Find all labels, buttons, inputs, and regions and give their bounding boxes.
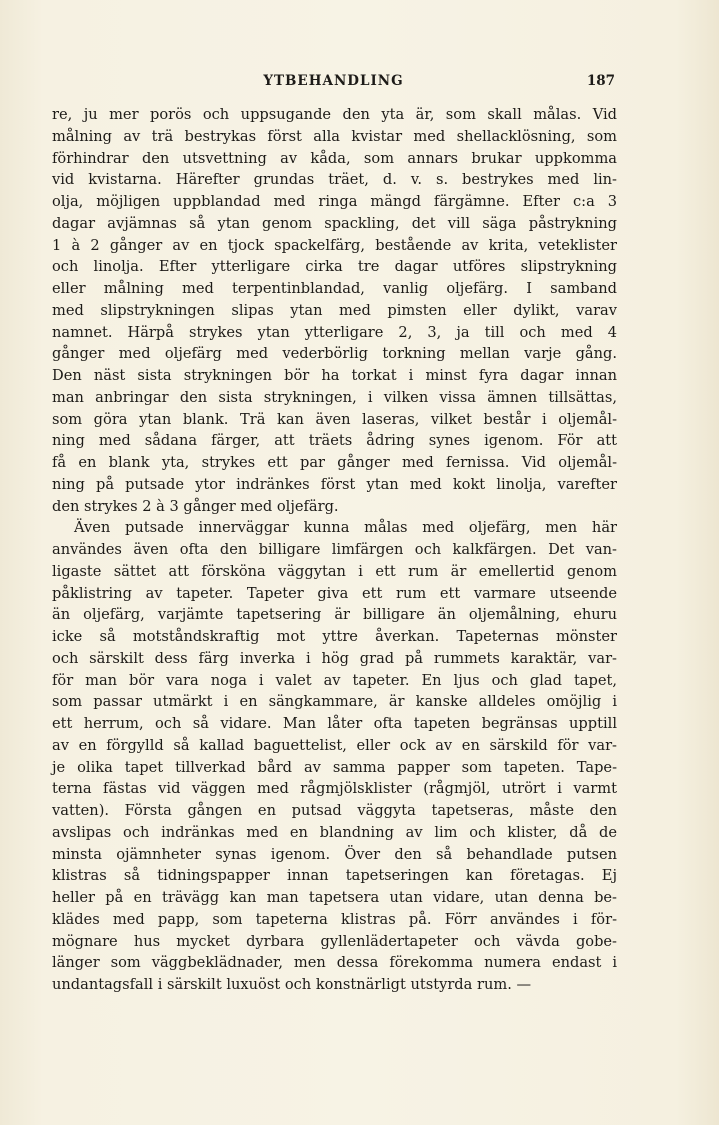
running-title: YTBEHANDLING [263,73,404,89]
text-line: Den näst sista strykningen bör ha torkat i minst fyra dagar innan [52,367,617,384]
text-line: av en förgylld så kallad baguettelist, eller ock av en särskild för var- [52,736,617,754]
page-header [52,73,615,95]
text-line: påklistring av tapeter. Tapeter giva ett rum ett varmare utseende [52,584,617,602]
text-line: gånger med oljefärg med vederbörlig torkning mellan varje gång. [52,345,617,363]
text-line: minsta ojämnheter synas igenom. Över den så behandlade putsen [52,845,617,863]
text-line: dagar avjämnas så ytan genom spackling, det vill säga påstrykning [52,214,617,232]
text-line: terna fästas vid väggen med rågmjölsklister (rågmjöl, utrört i varmt [52,780,617,798]
text-line: je olika tapet tillverkad bård av samma papper som tapeten. Tape- [52,758,617,776]
text-line: den strykes 2 à 3 gånger med oljefärg. [52,497,339,515]
text-line: eller målning med terpentinblandad, vanlig oljefärg. I samband [52,280,617,297]
text-line: med slipstrykningen slipas ytan med pimsten eller dylikt, varav [52,301,617,319]
text-line: än oljefärg, varjämte tapetsering är billigare än oljemålning, ehuru [52,606,617,624]
text-line: olja, möjligen uppblandad med ringa mängd färgämne. Efter c:a 3 [52,193,617,210]
text-line: och särskilt dess färg inverka i hög grad på rummets karaktär, var- [52,649,617,667]
text-line: re, ju mer porös och uppsugande den yta är, som skall målas. Vid [52,106,617,123]
paragraph-start-line: Även putsade innerväggar kunna målas med oljefärg, men här [74,519,617,537]
text-line: ligaste sättet att försköna väggytan i ett rum är emellertid genom [52,562,617,580]
body-text [52,104,617,996]
text-line: undantagsfall i särskilt luxuöst och konstnärligt utstyrda rum. — [52,976,532,993]
text-line: klistras så tidningspapper innan tapetseringen kan företagas. Ej [52,867,617,885]
text-line: för man bör vara noga i valet av tapeter. En ljus och glad tapet, [52,671,617,689]
text-line: förhindrar den utsvettning av kåda, som annars brukar uppkomma [52,149,617,167]
text-line: ning på putsade ytor indränkes först ytan med kokt linolja, varefter [52,475,617,493]
page-number: 187 [586,73,615,89]
text-line: icke så motståndskraftig mot yttre åverkan. Tapeternas mönster [52,628,617,645]
text-line: vatten). Första gången en putsad väggyta tapetseras, måste den [52,802,617,819]
text-line: 1 à 2 gånger av en tjock spackelfärg, bestående av krita, veteklister [52,236,617,254]
text-line: man anbringar den sista strykningen, i vilken vissa ämnen tillsättas, [52,388,617,406]
text-line: användes även ofta den billigare limfärgen och kalkfärgen. Det van- [52,541,617,558]
text-line: länger som väggbeklädnader, men dessa förekomma numera endast i [52,954,617,972]
text-line: namnet. Härpå strykes ytan ytterligare 2, 3, ja till och med 4 [52,323,617,341]
text-line: målning av trä bestrykas först alla kvistar med shellacklösning, som [52,127,617,145]
text-line: heller på en trävägg kan man tapetsera utan vidare, utan denna be- [52,889,617,906]
text-line: få en blank yta, strykes ett par gånger med fernissa. Vid oljemål- [52,454,617,471]
text-line: klädes med papp, som tapeterna klistras på. Förr användes i för- [52,910,617,928]
text-line: och linolja. Efter ytterligare cirka tre dagar utföres slipstrykning [52,258,617,276]
text-line: avslipas och indränkas med en blandning av lim och klister, då de [52,823,617,841]
text-line: ett herrum, och så vidare. Man låter ofta tapeten begränsas upptill [52,715,617,732]
text-line: vid kvistarna. Härefter grundas träet, d. v. s. bestrykes med lin- [52,171,617,189]
text-line: som passar utmärkt i en sängkammare, är kanske alldeles omöjlig i [52,693,617,711]
text-line: som göra ytan blank. Trä kan även laseras, vilket består i oljemål- [52,410,617,428]
text-line: mögnare hus mycket dyrbara gyllenlädertapeter och vävda gobe- [52,932,617,950]
text-line: ning med sådana färger, att träets ådring synes igenom. För att [52,432,617,450]
